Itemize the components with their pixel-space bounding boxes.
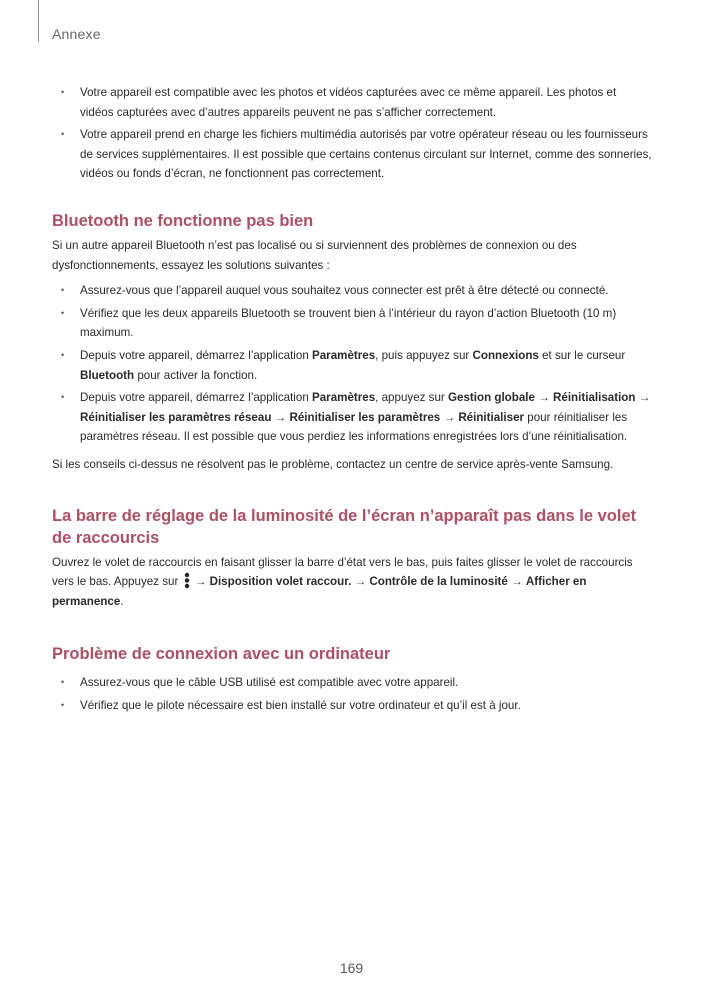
page-content — [52, 83, 652, 718]
section-title-bluetooth: Bluetooth ne fonctionne pas bien — [52, 211, 314, 230]
menu-term: Réinitialiser — [458, 410, 525, 424]
menu-term: Connexions — [472, 348, 539, 362]
text: . — [120, 594, 124, 608]
header-label: Annexe — [52, 26, 101, 42]
text: et sur le curseur — [538, 348, 626, 362]
menu-term: Contrôle de la luminosité — [369, 575, 508, 589]
text: , puis appuyez sur — [375, 348, 473, 362]
menu-term: Réinitialiser les paramètres — [289, 410, 441, 424]
list-item — [52, 346, 652, 385]
header-rule — [38, 0, 39, 42]
list-item: • Vérifiez que le pilote nécessaire est bien installé sur votre ordinateur et qu’il est à jour. — [52, 696, 652, 716]
list-item: • Assurez-vous que l’appareil auquel vous souhaitez vous connecter est prêt à être détecté ou connecté. — [52, 281, 652, 301]
intro-list — [52, 83, 652, 184]
bluetooth-intro: Si un autre appareil Bluetooth n’est pas localisé ou si surviennent des problèmes de connexion ou des dysfonctionnements, essayez les solutions suivantes : — [52, 238, 577, 272]
menu-term: Paramètres — [312, 348, 376, 362]
arrow: → — [271, 410, 290, 424]
menu-term: Bluetooth — [80, 368, 135, 382]
arrow: → — [534, 391, 554, 405]
computer-list — [52, 673, 652, 715]
text: pour réinitialiser les paramètres réseau. Il est possible que vous perdiez les informations enregistrées lors d’une réinitialisation. — [80, 410, 628, 444]
bluetooth-list — [52, 281, 652, 447]
menu-term: Paramètres — [312, 391, 376, 405]
bluetooth-outro: Si les conseils ci-dessus ne résolvent pas le problème, contactez un centre de service après-vente Samsung. — [52, 457, 614, 471]
more-options-icon — [184, 572, 190, 589]
list-item: • Assurez-vous que le câble USB utilisé est compatible avec votre appareil. — [52, 673, 652, 693]
arrow: → — [440, 410, 459, 424]
section-title-brightness: La barre de réglage de la luminosité de l’écran n’apparaît pas dans le volet de raccourcis — [52, 506, 637, 547]
menu-term: Réinitialisation — [553, 391, 636, 405]
list-item — [52, 388, 652, 447]
menu-term: Réinitialiser les paramètres réseau — [80, 410, 272, 424]
menu-term: Disposition volet raccour. — [209, 575, 352, 589]
arrow: → — [635, 391, 651, 405]
menu-term: Afficher en permanence — [52, 575, 587, 608]
list-item: • Votre appareil prend en charge les fichiers multimédia autorisés par votre opérateur réseau ou les fournisseurs de services supplémentaires. Il est possible que certains contenus circulant sur Internet, comme des sonneries, vidéos ou fonds d’écran, ne fonctionnent pas correctement. — [52, 125, 652, 184]
menu-term: Gestion globale — [448, 391, 535, 405]
list-item: • Vérifiez que les deux appareils Bluetooth se trouvent bien à l’intérieur du rayon d’action Bluetooth (10 m) maximum. — [52, 304, 652, 343]
text: Depuis votre appareil, démarrez l’application — [80, 391, 312, 405]
text: Depuis votre appareil, démarrez l’application — [80, 348, 312, 362]
text: pour activer la fonction. — [134, 368, 258, 382]
text: Ouvrez le volet de raccourcis en faisant glisser la barre d’état vers le bas, puis faites glisser le volet de raccourcis vers le bas. Appuyez sur — [52, 555, 633, 589]
list-item: • Votre appareil est compatible avec les photos et vidéos capturées avec ce même appareil. Les photos et vidéos capturées avec d’autres appareils peuvent ne pas s’afficher correctement. — [52, 83, 652, 122]
page-number: 169 — [339, 960, 364, 976]
arrow: → — [191, 575, 210, 589]
brightness-instructions — [52, 553, 652, 612]
arrow: → — [351, 575, 370, 589]
section-title-computer: Problème de connexion avec un ordinateur — [52, 645, 391, 664]
text: , appuyez sur — [375, 391, 448, 405]
arrow: → — [507, 575, 526, 589]
